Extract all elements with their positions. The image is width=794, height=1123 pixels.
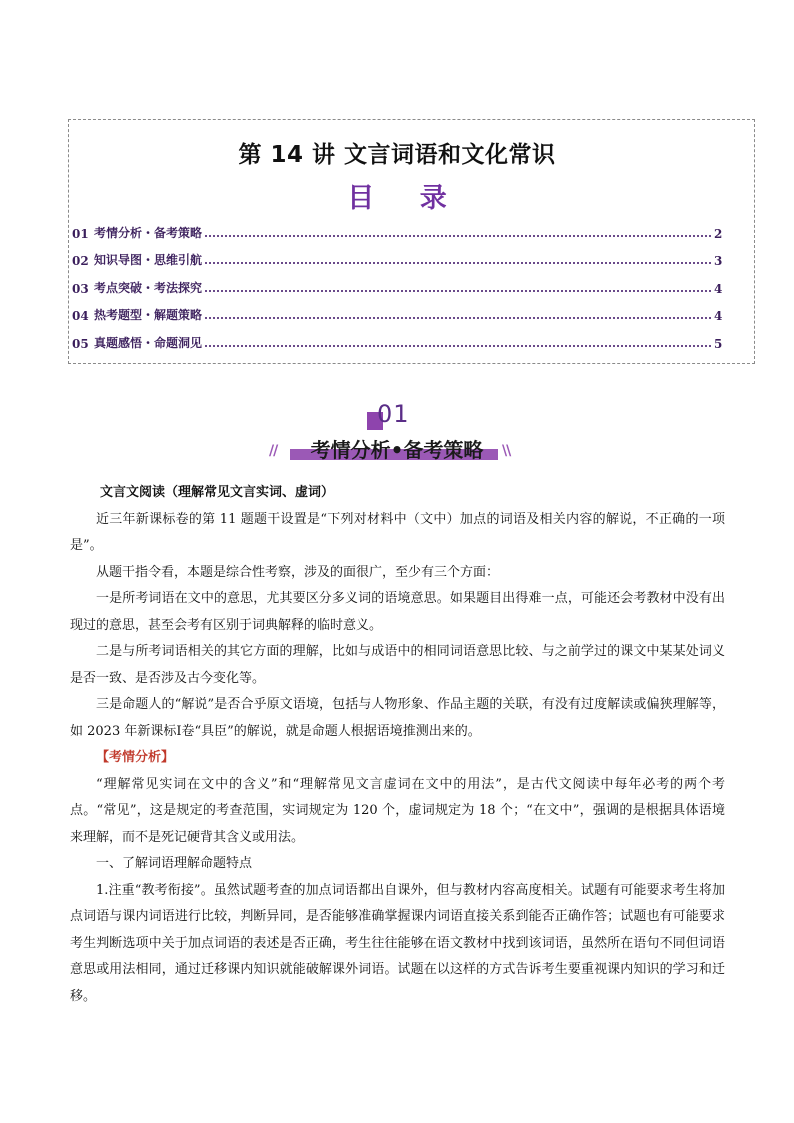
toc-item-label: 考情分析・备考策略 (94, 225, 203, 240)
toc-item-number: 02 (72, 254, 89, 268)
paragraph: 近三年新课标卷的第 11 题题干设置是“下列对材料中（文中）加点的词语及相关内容的解说，不正确的一项是”。 (70, 511, 725, 553)
toc-item-03[interactable] (72, 268, 722, 296)
toc-item-page: 4 (714, 309, 723, 323)
paragraph: 一是所考词语在文中的意思，尤其要区分多义词的语境意思。如果题目出得难一点，可能还会考教材中没有出现过的意思，甚至会考有区别于词典解释的临时意义。 (70, 591, 725, 633)
toc-heading: 目 录 (347, 183, 465, 214)
toc-item-01[interactable] (72, 213, 722, 241)
toc-item-page: 3 (714, 254, 723, 268)
toc-item-page: 4 (714, 281, 723, 296)
body-subheading: 文言文阅读（理解常见文言实词、虚词） (100, 485, 335, 500)
paragraph: 从题干指令看，本题是综合性考察，涉及的面很广，至少有三个方面： (96, 564, 500, 580)
section-banner-title: 考情分析•备考策略 (310, 438, 484, 462)
paragraph: 三是命题人的“解说”是否合乎原文语境，包括与人物形象、作品主题的关联，有没有过度解读或偏狭理解等，如 2023 年新课标Ⅰ卷“具臣”的解说，就是命题人根据语境推测出来的。 (70, 697, 725, 739)
paragraph: 二是与所考词语相关的其它方面的理解，比如与成语中的相同词语意思比较、与之前学过的课文中某某处词义是否一致、是否涉及古今变化等。 (70, 644, 725, 686)
banner-slash-right: \\ (502, 443, 511, 459)
toc-item-02[interactable] (72, 241, 722, 269)
toc-item-number: 01 (72, 226, 89, 241)
table-of-contents (72, 213, 722, 351)
toc-leader-dots (205, 234, 711, 237)
section-number: 01 (377, 400, 410, 428)
paragraph: 1.注重“教考衔接”。虽然试题考查的加点词语都出自课外，但与教材内容高度相关。试题有可能要求考生将加点词语与课内词语进行比较，判断异同，是否能够准确掌握课内词语直接关系到能否正确作答；试题也有可能要求考生判断选项中关于加点词语的表述是否正确，考生往往能够在语文教材中找到该词语，虽然所在语句不同但词语意思或用法相同，通过迁移课内知识就能破解课外词语。试题在以这样的方式告诉考生要重视课内知识的学习和迁移。 (70, 882, 725, 1004)
toc-item-label: 真题感悟・命题洞见 (94, 335, 203, 350)
toc-item-05[interactable] (72, 323, 722, 351)
section-body (70, 480, 725, 1010)
toc-item-label: 热考题型・解题策略 (94, 308, 203, 322)
toc-leader-dots (205, 344, 711, 347)
toc-item-page: 5 (714, 336, 723, 351)
analysis-tag: 【考情分析】 (96, 750, 175, 765)
toc-leader-dots (205, 316, 711, 319)
toc-item-page: 2 (714, 226, 723, 241)
toc-leader-dots (205, 261, 711, 264)
paragraph: 一、了解词语理解命题特点 (96, 856, 253, 871)
page-title: 第 14 讲 文言词语和文化常识 (238, 142, 556, 168)
toc-item-label: 知识导图・思维引航 (94, 253, 203, 267)
toc-item-04[interactable] (72, 296, 722, 324)
toc-leader-dots (205, 289, 711, 292)
toc-item-number: 03 (72, 281, 89, 296)
toc-item-number: 05 (72, 336, 89, 351)
toc-item-label: 考点突破・考法探究 (94, 280, 203, 295)
toc-item-number: 04 (72, 309, 89, 323)
banner-slash-left: // (269, 443, 278, 459)
paragraph: “理解常见实词在文中的含义”和“理解常见文言虚词在文中的用法”，是古代文阅读中每年必考的两个考点。“常见”，这是规定的考查范围，实词规定为 120 个，虚词规定为 18 个；“在文中”，强调的是根据具体语境来理解，而不是死记硬背其含义或用法。 (70, 776, 725, 845)
